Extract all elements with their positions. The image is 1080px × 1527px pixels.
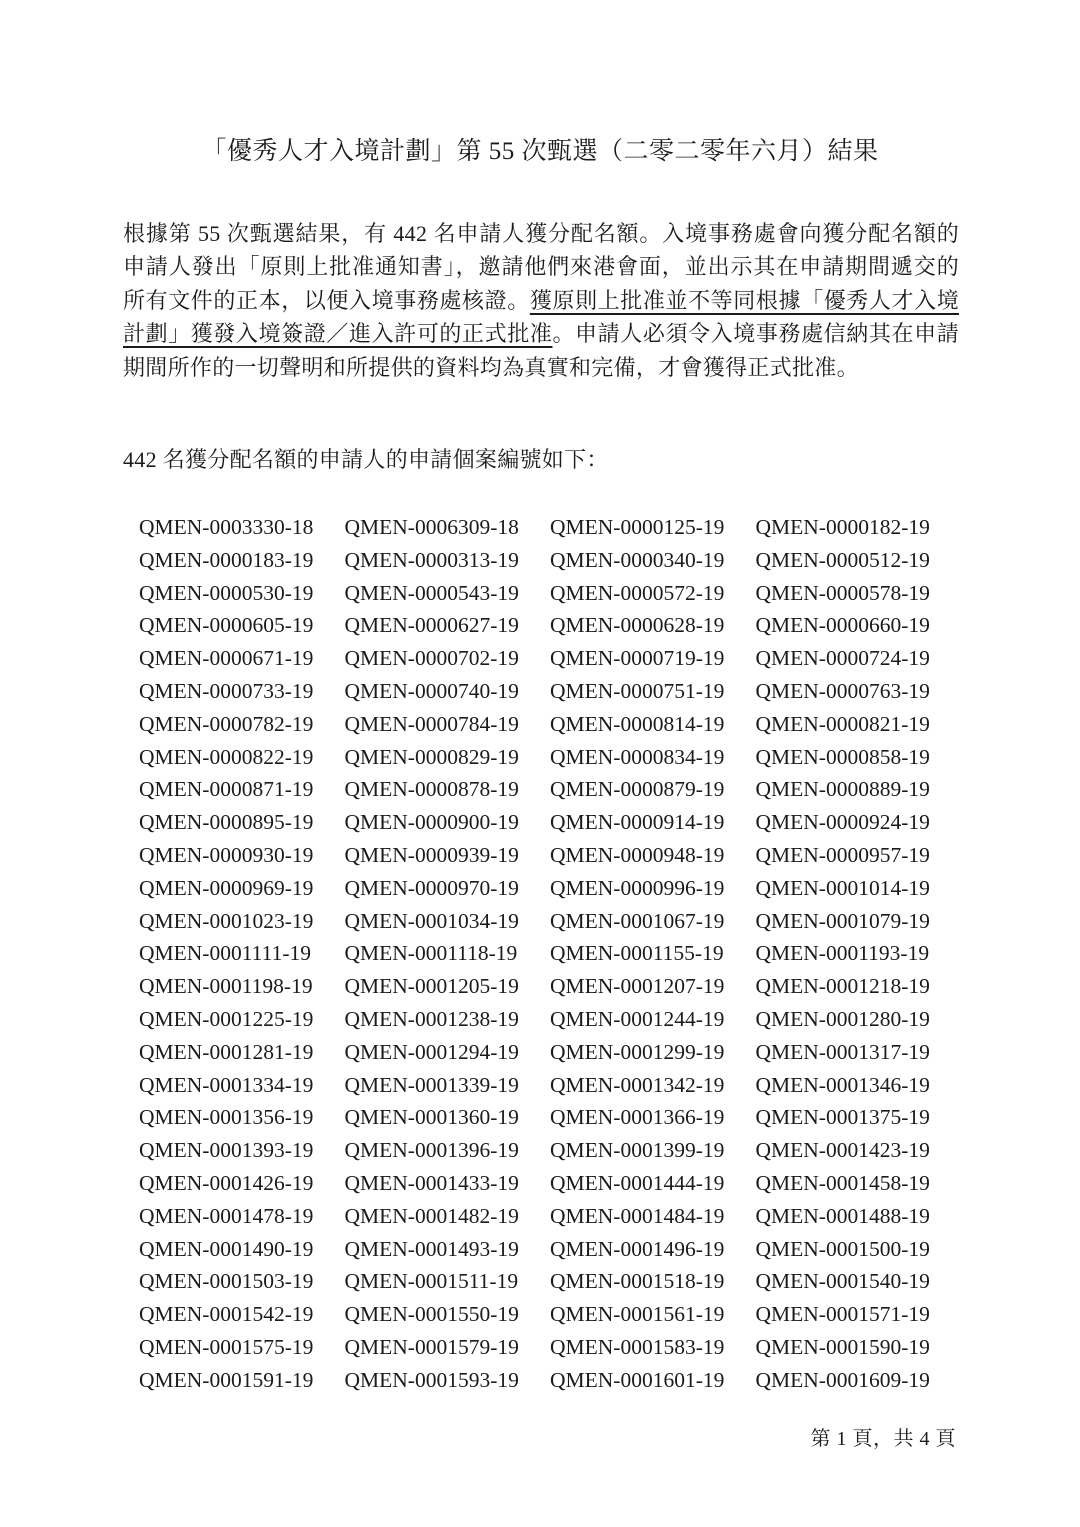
case-number: QMEN-0001244-19 <box>550 1006 725 1031</box>
case-number: QMEN-0001360-19 <box>344 1105 519 1130</box>
intro-paragraph <box>123 217 959 384</box>
case-number: QMEN-0000914-19 <box>550 810 725 835</box>
case-number: QMEN-0001299-19 <box>550 1039 725 1064</box>
case-list-intro: 442 名獲分配名額的申請人的申請個案編號如下： <box>123 447 609 472</box>
case-number: QMEN-0001482-19 <box>344 1203 519 1228</box>
case-number: QMEN-0000733-19 <box>139 678 314 703</box>
paragraph-underlined-clause: 獲原則上批准並不等同根據「優秀人才入境計劃」獲發入境簽證／進入許可的正式批准 <box>123 287 960 347</box>
case-number: QMEN-0001346-19 <box>755 1072 930 1097</box>
case-number: QMEN-0001218-19 <box>755 974 930 999</box>
case-number: QMEN-0001542-19 <box>139 1302 314 1327</box>
case-number: QMEN-0001423-19 <box>755 1138 930 1163</box>
case-number: QMEN-0001067-19 <box>550 908 725 933</box>
case-number: QMEN-0000879-19 <box>550 777 725 802</box>
case-number: QMEN-0000313-19 <box>344 547 519 572</box>
case-number: QMEN-0000628-19 <box>550 613 725 638</box>
case-number: QMEN-0001280-19 <box>755 1006 930 1031</box>
case-number: QMEN-0001550-19 <box>344 1302 519 1327</box>
case-number: QMEN-0000871-19 <box>139 777 314 802</box>
case-number: QMEN-0001317-19 <box>755 1039 930 1064</box>
case-number: QMEN-0001500-19 <box>755 1236 930 1261</box>
case-number: QMEN-0001023-19 <box>139 908 314 933</box>
case-number: QMEN-0000740-19 <box>344 678 519 703</box>
case-number: QMEN-0000702-19 <box>344 646 519 671</box>
case-number: QMEN-0001193-19 <box>755 941 930 966</box>
case-number: QMEN-0001339-19 <box>344 1072 519 1097</box>
case-number: QMEN-0000969-19 <box>139 875 314 900</box>
case-number: QMEN-0001579-19 <box>344 1334 519 1359</box>
case-number: QMEN-0000822-19 <box>139 744 314 769</box>
case-number: QMEN-0001511-19 <box>344 1269 519 1294</box>
case-number-table <box>139 511 961 1397</box>
case-number: QMEN-0001334-19 <box>139 1072 314 1097</box>
case-number: QMEN-0000572-19 <box>550 580 725 605</box>
case-number: QMEN-0000182-19 <box>755 515 930 539</box>
case-number: QMEN-0000878-19 <box>344 777 519 802</box>
case-number: QMEN-0001571-19 <box>755 1302 930 1327</box>
case-number: QMEN-0000889-19 <box>755 777 930 802</box>
case-number: QMEN-0001034-19 <box>344 908 519 933</box>
case-number: QMEN-0001601-19 <box>550 1367 725 1392</box>
case-number: QMEN-0001356-19 <box>139 1105 314 1130</box>
case-number: QMEN-0001155-19 <box>550 941 724 966</box>
case-number: QMEN-0001238-19 <box>344 1006 519 1031</box>
case-number: QMEN-0001375-19 <box>755 1105 930 1130</box>
case-number: QMEN-0001488-19 <box>755 1203 930 1228</box>
case-number: QMEN-0001366-19 <box>550 1105 725 1130</box>
case-number: QMEN-0001399-19 <box>550 1138 725 1163</box>
case-number: QMEN-0001540-19 <box>755 1269 930 1294</box>
case-number: QMEN-0001496-19 <box>550 1236 725 1261</box>
case-number: QMEN-0000512-19 <box>755 547 930 572</box>
case-number: QMEN-0001518-19 <box>550 1269 725 1294</box>
case-number: QMEN-0000627-19 <box>344 613 519 638</box>
case-number: QMEN-0000821-19 <box>755 711 930 736</box>
case-number: QMEN-0000724-19 <box>755 646 930 671</box>
case-number: QMEN-0001281-19 <box>139 1039 314 1064</box>
case-number: QMEN-0000829-19 <box>344 744 519 769</box>
case-number: QMEN-0000858-19 <box>755 744 930 769</box>
case-number: QMEN-0000719-19 <box>550 646 725 671</box>
case-number: QMEN-0001225-19 <box>139 1006 314 1031</box>
case-number: QMEN-0001478-19 <box>139 1203 314 1228</box>
case-number: QMEN-0001609-19 <box>755 1367 930 1392</box>
case-number: QMEN-0000970-19 <box>344 875 519 900</box>
case-number: QMEN-0001593-19 <box>344 1367 519 1392</box>
case-number: QMEN-0000125-19 <box>550 515 725 539</box>
case-number: QMEN-0000930-19 <box>139 842 314 867</box>
case-number: QMEN-0000948-19 <box>550 842 725 867</box>
case-number: QMEN-0001426-19 <box>139 1170 314 1195</box>
case-number: QMEN-0000996-19 <box>550 875 725 900</box>
case-number: QMEN-0000957-19 <box>755 842 930 867</box>
case-number: QMEN-0000814-19 <box>550 711 725 736</box>
case-number: QMEN-0000605-19 <box>139 613 314 638</box>
case-number: QMEN-0000895-19 <box>139 810 314 835</box>
case-number: QMEN-0001484-19 <box>550 1203 725 1228</box>
case-number: QMEN-0001111-19 <box>139 941 311 966</box>
case-number: QMEN-0001079-19 <box>755 908 930 933</box>
paragraph-text-before: 根據第 55 次甄選結果，有 442 名申請人獲分配名額。入境事務處會向獲分配名額的申請人發出「原則上批准通知書」，邀請他們來港會面，並出示其在申請期間遞交的所有文件的正本，以便入境事務處核證。 <box>123 221 959 313</box>
case-number: QMEN-0000939-19 <box>344 842 519 867</box>
case-number: QMEN-0000340-19 <box>550 547 725 572</box>
case-number: QMEN-0001503-19 <box>139 1269 314 1294</box>
page-number: 第 1 頁，共 4 頁 <box>810 1428 956 1450</box>
paragraph-text-after: 。申請人必須令入境事務處信納其在申請期間所作的一切聲明和所提供的資料均為真實和完備，才會獲得正式批准。 <box>123 321 959 380</box>
case-number: QMEN-0000900-19 <box>344 810 519 835</box>
case-number: QMEN-0000763-19 <box>755 678 930 703</box>
case-number: QMEN-0000782-19 <box>139 711 314 736</box>
case-number: QMEN-0001444-19 <box>550 1170 725 1195</box>
case-number: QMEN-0000660-19 <box>755 613 930 638</box>
case-number: QMEN-0001493-19 <box>344 1236 519 1261</box>
case-number: QMEN-0003330-18 <box>139 515 314 539</box>
case-number: QMEN-0000751-19 <box>550 678 725 703</box>
case-number: QMEN-0001118-19 <box>344 941 518 966</box>
case-number: QMEN-0001591-19 <box>139 1367 314 1392</box>
case-number: QMEN-0001458-19 <box>755 1170 930 1195</box>
case-number: QMEN-0001014-19 <box>755 875 930 900</box>
case-number: QMEN-0001575-19 <box>139 1334 314 1359</box>
case-number: QMEN-0001561-19 <box>550 1302 725 1327</box>
case-number: QMEN-0001590-19 <box>755 1334 930 1359</box>
case-number: QMEN-0006309-18 <box>344 515 519 539</box>
case-number: QMEN-0001342-19 <box>550 1072 725 1097</box>
case-number: QMEN-0000543-19 <box>344 580 519 605</box>
case-number: QMEN-0000924-19 <box>755 810 930 835</box>
case-number: QMEN-0000530-19 <box>139 580 314 605</box>
case-number: QMEN-0001207-19 <box>550 974 725 999</box>
case-number: QMEN-0000183-19 <box>139 547 314 572</box>
case-number: QMEN-0000578-19 <box>755 580 930 605</box>
case-number: QMEN-0001433-19 <box>344 1170 519 1195</box>
case-number: QMEN-0001205-19 <box>344 974 519 999</box>
page-title: 「優秀人才入境計劃」第 55 次甄選（二零二零年六月）結果 <box>201 138 879 165</box>
case-number: QMEN-0001294-19 <box>344 1039 519 1064</box>
case-number: QMEN-0000671-19 <box>139 646 314 671</box>
case-number: QMEN-0001396-19 <box>344 1138 519 1163</box>
case-number: QMEN-0000834-19 <box>550 744 725 769</box>
case-number: QMEN-0001583-19 <box>550 1334 725 1359</box>
case-number: QMEN-0001393-19 <box>139 1138 314 1163</box>
case-number: QMEN-0001198-19 <box>139 974 313 999</box>
case-number: QMEN-0000784-19 <box>344 711 519 736</box>
case-number: QMEN-0001490-19 <box>139 1236 314 1261</box>
